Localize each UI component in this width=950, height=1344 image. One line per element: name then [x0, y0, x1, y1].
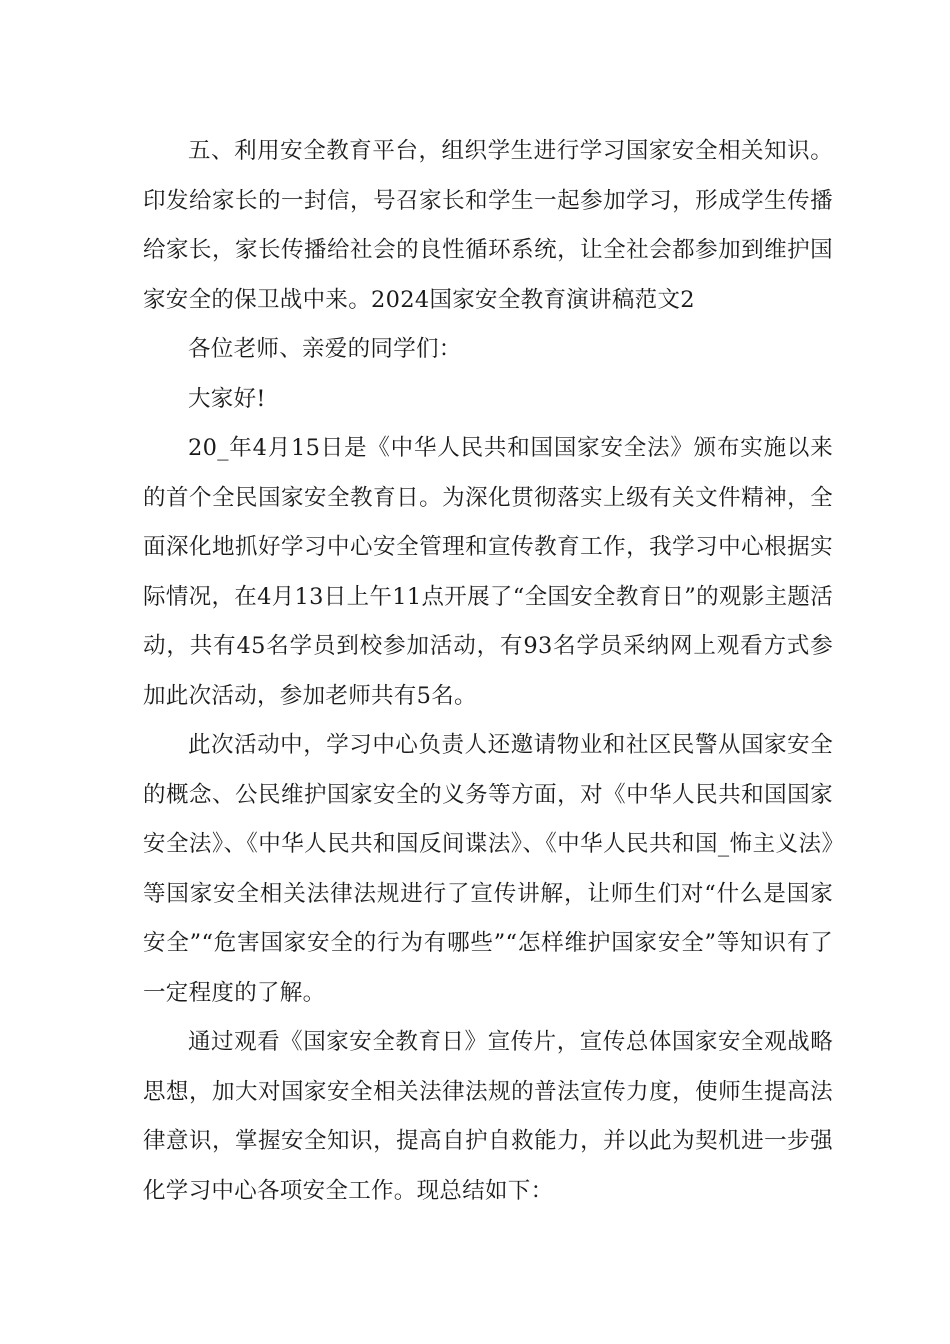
document-body [143, 127, 833, 1216]
paragraph-activity-details: 此次活动中，学习中心负责人还邀请物业和社区民警从国家安全的概念、公民维护国家安全的义务等方面，对《中华人民共和国国家安全法》、《中华人民共和国反间谍法》、《中华人民共和国_怖主义法》等国家安全相关法律法规进行了宣传讲解，让师生们对“什么是国家安全”“危害国家安全的行为有哪些”“怎样维护国家安全”等知识有了一定程度的了解。 [143, 732, 833, 1006]
paragraph-event-intro: 20_年4月15日是《中华人民共和国国家安全法》颁布实施以来的首个全民国家安全教育日。为深化贯彻落实上级有关文件精神，全面深化地抓好学习中心安全管理和宣传教育工作，我学习中心根据实际情况，在4月13日上午11点开展了“全国安全教育日”的观影主题活动，共有45名学员到校参加活动，有93名学员采纳网上观看方式参加此次活动，参加老师共有5名。 [143, 435, 833, 709]
paragraph-salutation: 各位老师、亲爱的同学们： [188, 336, 462, 362]
paragraph-greeting: 大家好! [188, 385, 266, 412]
paragraph-summary: 通过观看《国家安全教育日》宣传片，宣传总体国家安全观战略思想，加大对国家安全相关法律法规的普法宣传力度，使师生提高法律意识，掌握安全知识，提高自护自救能力，并以此为契机进一步强化学习中心各项安全工作。现总结如下： [143, 1029, 833, 1204]
paragraph-item-five: 五、利用安全教育平台，组织学生进行学习国家安全相关知识。印发给家长的一封信，号召家长和学生一起参加学习，形成学生传播给家长，家长传播给社会的良性循环系统，让全社会都参加到维护国家安全的保卫战中来。2024国家安全教育演讲稿范文2 [143, 138, 833, 313]
